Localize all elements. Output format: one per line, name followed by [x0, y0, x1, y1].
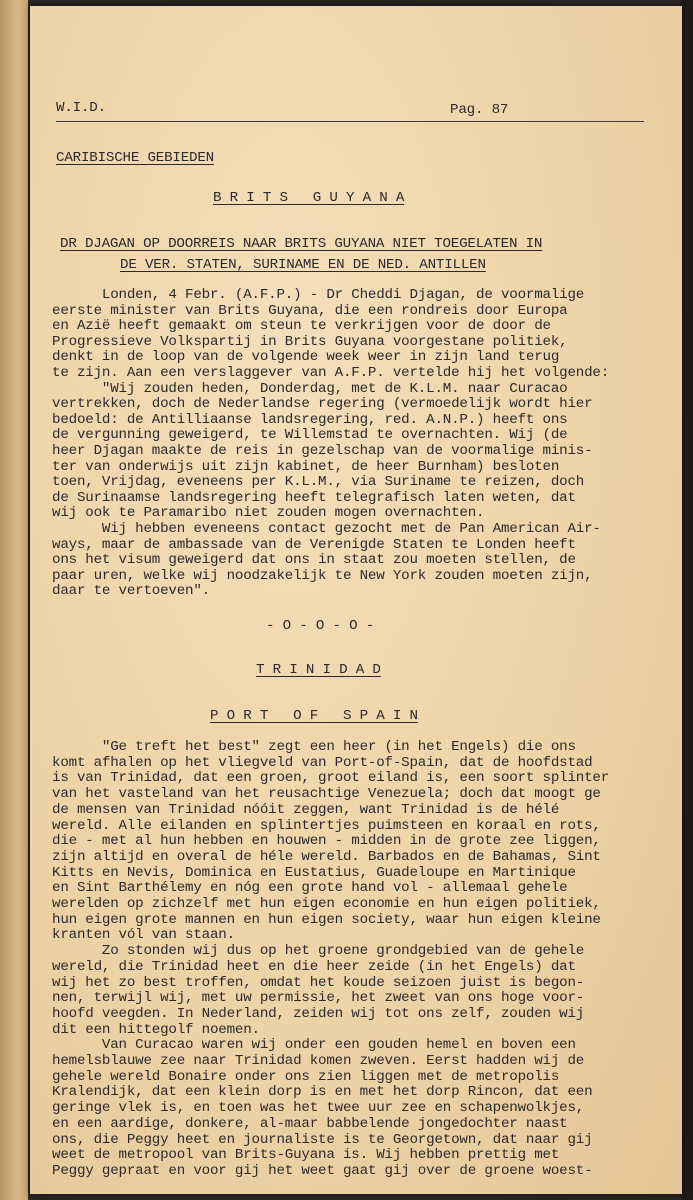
guyana-body-line: vertrekken, doch de Nederlandse regering (vermoedelijk wordt hier	[52, 396, 593, 413]
guyana-body-line: toen, Vrijdag, eveneens per K.L.M., via Suriname te reizen, doch	[52, 474, 585, 491]
trinidad-body-line: Kralendijk, dat een klein dorp is en met het dorp Rincon, dat een	[52, 1084, 593, 1101]
guyana-title-line-1: DR DJAGAN OP DOORREIS NAAR BRITS GUYANA NIET TOEGELATEN IN	[60, 236, 543, 252]
page-number: Pag. 87	[450, 102, 509, 118]
guyana-heading: B R I T S G U Y A N A	[213, 190, 405, 206]
trinidad-body-line: "Ge treft het best" zegt een heer (in het Engels) die ons	[52, 739, 576, 755]
separator: - O - O - O -	[266, 618, 375, 634]
guyana-body-line: heer Djagan maakte de reis in gezelschap van de voormalige minis-	[52, 443, 593, 459]
trinidad-body-line: kranten vól van staan.	[52, 927, 235, 944]
guyana-body-line: de vergunning geweigerd, te Willemstad te overnachten. Wij (de	[52, 427, 568, 444]
guyana-body-line: Wij hebben eveneens contact gezocht met de Pan American Air-	[52, 521, 601, 537]
trinidad-body-line: van het vasteland van het reusachtige Venezuela; doch dat moogt ge	[52, 786, 601, 803]
guyana-body-line: bedoeld: de Antilliaanse landsregering, red. A.N.P.) heeft ons	[52, 411, 568, 428]
trinidad-body-line: wereld. Alle eilanden en splintertjes puimsteen en koraal en rots,	[52, 817, 601, 834]
trinidad-body-line: gehele wereld Bonaire onder ons zien liggen met de metropolis	[52, 1068, 560, 1085]
trinidad-body-line: hemelsblauwe zee naar Trinidad komen zweven. Eerst hadden wij de	[52, 1053, 585, 1069]
trinidad-body-line: weet de metropool van Brits-Guyana is. Wij hebben prettig met	[52, 1147, 560, 1164]
guyana-body-line: Progressieve Volkspartij in Brits Guyana voorgestane politiek,	[52, 333, 568, 350]
guyana-body-line: de Surinaamse landsregering heeft telegrafisch laten weten, dat	[52, 489, 576, 506]
document-page	[30, 6, 682, 1194]
trinidad-body-line: en een aardige, donkere, al-maar babbelende jongedochter naast	[52, 1115, 568, 1132]
guyana-title-line-2: DE VER. STATEN, SURINAME EN DE NED. ANTILLEN	[120, 257, 486, 273]
header-rule	[56, 121, 644, 122]
guyana-body-line: ons het visum geweigerd dat ons in staat zou moeten stellen, de	[52, 552, 576, 569]
trinidad-body-line: de mensen van Trinidad nóóit zeggen, want Trinidad is de hélé	[52, 801, 560, 818]
adjacent-page-edge	[0, 0, 28, 1200]
trinidad-body-line: geringe vlek is, en toen was het twee uur zee en schapenwolkjes,	[52, 1100, 585, 1117]
guyana-body-line: te zijn. Aan een verslaggever van A.F.P. vertelde hij het volgende:	[52, 365, 610, 381]
guyana-body-line: ways, maar de ambassade van de Verenigde Staten te Londen heeft	[52, 536, 576, 553]
guyana-body-line: ter van onderwijs uit zijn kabinet, de heer Burnham) besloten	[52, 458, 560, 475]
background-edge	[681, 0, 693, 1200]
trinidad-body-line: is van Trinidad, dat een groen, groot eiland is, een soort splinter	[52, 770, 610, 787]
guyana-body-line: daar te vertoeven".	[52, 583, 210, 600]
trinidad-body-line: wereld, die Trinidad heet en die heer zeide (in het Engels) dat	[52, 958, 576, 975]
header-left: W.I.D.	[56, 100, 106, 116]
trinidad-body-line: Zo stonden wij dus op het groene grondgebied van de gehele	[52, 943, 585, 960]
guyana-body-line: eerste minister van Brits Guyana, die een rondreis door Europa	[52, 302, 568, 319]
trinidad-body-line: komt afhalen op het vliegveld van Port-of-Spain, dat de hoofdstad	[52, 754, 593, 771]
guyana-body-line: Londen, 4 Febr. (A.F.P.) - Dr Cheddi Djagan, de voormalige	[52, 287, 585, 303]
trinidad-body-line: hoofd veegden. In Nederland, zeiden wij tot ons zelf, zouden wij	[52, 1005, 585, 1022]
guyana-body-line: denkt in de loop van de volgende week weer in zijn land terug	[52, 349, 560, 366]
trinidad-body-line: zijn altijd en overal de héle wereld. Barbados en de Bahamas, Sint	[52, 848, 601, 865]
trinidad-body-line: ons, die Peggy heet en journaliste is te Georgetown, dat naar gij	[52, 1131, 593, 1148]
guyana-body-line: en Azië heeft gemaakt om steun te verkrijgen voor de door de	[52, 318, 551, 335]
trinidad-body-line: werelden op zichzelf met hun eigen economie en hun eigen politiek,	[52, 896, 601, 912]
trinidad-body-line: Van Curacao waren wij onder een gouden hemel en boven een	[52, 1037, 576, 1054]
guyana-body-line: wij ook te Paramaribo niet zouden mogen overnachten.	[52, 505, 485, 522]
trinidad-subheading: P O R T O F S P A I N	[210, 708, 418, 724]
trinidad-body-line: Peggy gepraat en voor gij het weet gaat gij over de groene woest-	[52, 1162, 593, 1179]
trinidad-heading: T R I N I D A D	[256, 662, 381, 678]
trinidad-body-line: hun eigen grote mannen en hun eigen society, waar hun eigen kleine	[52, 911, 601, 928]
trinidad-body-line: nen, terwijl wij, met uw permissie, het zweet van ons hoge voor-	[52, 990, 585, 1007]
trinidad-body-line: wij het zo best troffen, omdat het koude seizoen juist is begon-	[52, 974, 585, 991]
section-label: CARIBISCHE GEBIEDEN	[56, 150, 214, 166]
trinidad-body-line: dit een hittegolf noemen.	[52, 1021, 260, 1038]
trinidad-body-line: die - met al hun hebben en houwen - midden in de grote zee liggen,	[52, 833, 601, 850]
trinidad-body-line: Kitts en Nevis, Dominica en Eustatius, Guadeloupe en Martinique	[52, 864, 576, 881]
trinidad-body-line: en Sint Barthélemy en nóg een grote hand vol - allemaal gehele	[52, 880, 568, 897]
guyana-body-line: "Wij zouden heden, Donderdag, met de K.L.M. naar Curacao	[52, 380, 568, 397]
guyana-body-line: paar uren, welke wij noodzakelijk te New York zouden moeten zijn,	[52, 567, 593, 584]
